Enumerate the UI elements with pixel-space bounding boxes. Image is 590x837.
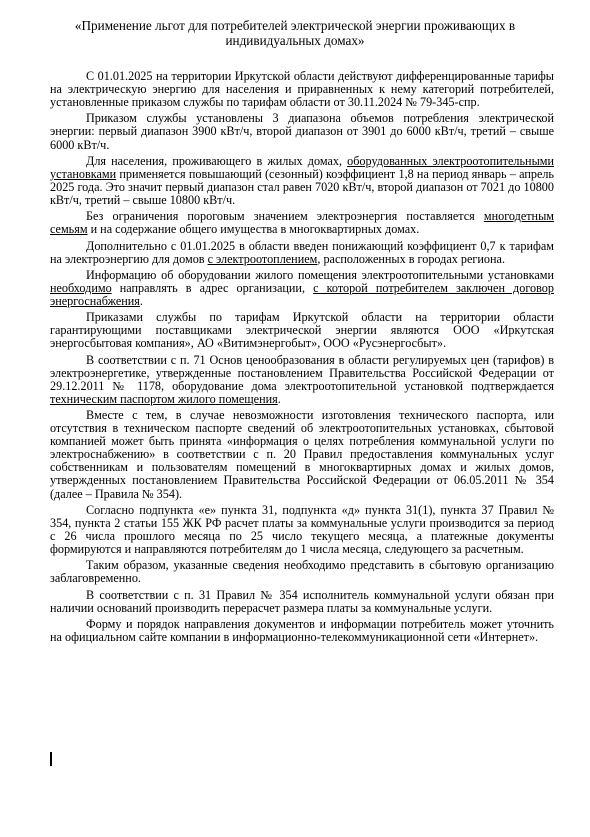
text: Дополнительно с 01.01.2025 в области введен понижающий коэффициент 0,7 к тарифам на электроэнергию для домов	[50, 238, 554, 266]
paragraph-pricing-basis	[50, 354, 554, 406]
underlined-text: с которой потребителем заключен договор энергоснабжения	[50, 280, 554, 308]
text: Информацию об оборудовании жилого помещения электроотопительными установками	[86, 267, 554, 282]
document-body	[50, 70, 554, 647]
text: направлять в адрес организации,	[111, 280, 314, 295]
paragraph-alternative-info: Вместе с тем, в случае невозможности изготовления технического паспорта, или отсутствия в техническом паспорте сведений об электроотопительных установках, сбытовой компанией может быть принята «информация о целях потребления коммунальной услуги по электроснабжению» в соответствии с п. 20 Правил предоставления коммунальных услуг собственникам и пользователям помещений в многоквартирных домах и жилых домов, утвержденных постановлением Правительства Российской Федерации от 06.05.2011 № 354 (далее – Правила № 354).	[50, 408, 554, 501]
text: , расположенных в городах региона.	[317, 251, 506, 266]
underlined-text: с электроотоплением	[207, 251, 318, 266]
text: и на содержание общего имущества в многоквартирных домах.	[87, 222, 420, 237]
underlined-text: необходимо	[50, 280, 112, 295]
paragraph-suppliers: Приказами службы по тарифам Иркутской области на территории области гарантирующими поставщиками электрической энергии являются ООО «Иркутская энергосбытовая компания», АО «Витимэнергобыт», ООО «Русэнергосбыт».	[50, 310, 554, 351]
paragraph-website: Форму и порядок направления документов и информации потребитель может уточнить на официальном сайте компании в информационно-телекоммуникационной сети «Интернет».	[50, 616, 554, 644]
paragraph-ranges: Приказом службы установлены 3 диапазона объемов потребления электрической энергии: первый диапазон 3900 кВт/ч, второй диапазон от 3901 до 6000 кВт/ч, третий – свыше 6000 кВт/ч.	[50, 111, 554, 152]
text: применяется повышающий (сезонный) коэффициент 1,8 на период январь – апрель 2025 года. Это значит первый диапазон стал равен 7020 кВт/ч, второй диапазон от 7021 до 10800 кВт/ч, третий – свыше 10800 кВт/ч.	[50, 166, 554, 208]
paragraph-no-limit	[50, 210, 554, 236]
text: Для населения, проживающего в жилых домах,	[86, 153, 348, 168]
text: .	[277, 391, 281, 406]
underlined-text: техническим паспортом жилого помещения	[50, 391, 278, 406]
paragraph-reducing-coefficient	[50, 240, 554, 266]
paragraph-advance-notice: Таким образом, указанные сведения необходимо представить в сбытовую организацию заблаговременно.	[50, 558, 554, 586]
text: .	[139, 293, 143, 308]
text: В соответствии с п. 71 Основ ценообразования в области регулируемых цен (тарифов) в электроэнергетике, утвержденные постановлением Правительства Российской Федерации от 29.12.2011 № 1178, оборудование дома электроотопительной установкой подтверждается	[50, 352, 554, 393]
paragraph-information	[50, 269, 554, 308]
text: Без ограничения пороговым значением электроэнергия поставляется	[86, 209, 484, 224]
underlined-text: оборудованных электроотопительными установками	[50, 153, 554, 181]
paragraph-recalculation: В соответствии с п. 31 Правил № 354 исполнитель коммунальной услуги обязан при наличии оснований производить перерасчет размера платы за коммунальные услуги.	[50, 587, 554, 615]
paragraph-coefficient	[50, 155, 554, 207]
document-title: «Применение льгот для потребителей электрической энергии проживающих в индивидуальных домах»	[74, 18, 516, 48]
underlined-text: многодетным семьям	[50, 209, 554, 237]
paragraph-tariffs: С 01.01.2025 на территории Иркутской области действуют дифференцированные тарифы на электрическую энергию для населения и приравненных к нему категорий потребителей, установленные приказом службы по тарифам области от 30.11.2024 № 79-345-спр.	[50, 69, 554, 110]
text-cursor	[50, 752, 52, 766]
paragraph-billing-period: Согласно подпункта «е» пункта 31, подпункта «д» пункта 31(1), пункта 37 Правил № 354, пункта 2 статьи 155 ЖК РФ расчет платы за коммунальные услуги производится за период с 26 числа прошлого месяца по 25 число текущего месяца, а платежные документы формируются и направляются потребителям до 1 числа месяца, следующего за расчетным.	[50, 502, 554, 557]
